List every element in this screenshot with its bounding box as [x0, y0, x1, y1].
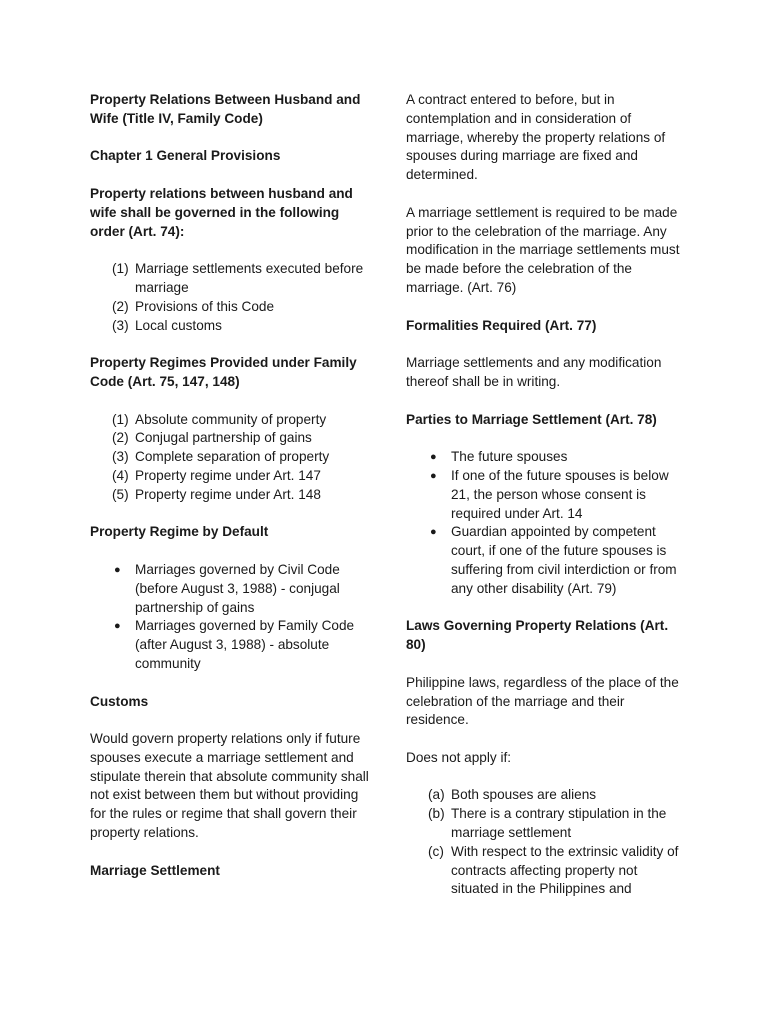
list-item-text: Marriage settlements executed before marriage	[135, 261, 364, 295]
formalities-heading: Formalities Required (Art. 77)	[406, 317, 597, 333]
settlement-requirement: A marriage settlement is required to be made prior to the celebration of the marriage. Any modification in the marriage settlements must be made before the celebration of the marriage. (Art. 76)	[406, 204, 680, 295]
list-marker: (1)	[112, 261, 129, 277]
parties-heading: Parties to Marriage Settlement (Art. 78)	[406, 411, 657, 427]
list-item-text: Marriages governed by Family Code (after August 3, 1988) - absolute community	[135, 618, 355, 671]
list-item-text: With respect to the extrinsic validity of contracts affecting property not situated in the Philippines and	[451, 843, 679, 897]
list-item	[406, 805, 688, 843]
list-item	[90, 429, 370, 448]
order-list	[90, 260, 370, 335]
list-item	[406, 786, 688, 805]
list-item-text: The future spouses	[451, 449, 568, 465]
bullet-marker: ●	[114, 620, 121, 633]
formalities-paragraph: Marriage settlements and any modification thereof shall be in writing.	[406, 355, 662, 389]
list-item-text: Absolute community of property	[135, 411, 327, 427]
list-marker: (1)	[112, 411, 129, 427]
bullet-marker: ●	[430, 451, 437, 464]
list-marker: (2)	[112, 298, 129, 314]
list-item	[406, 523, 688, 598]
list-item	[90, 411, 370, 430]
list-item	[90, 298, 370, 317]
left-column	[90, 91, 370, 899]
list-item-text: Marriages governed by Civil Code (before August 3, 1988) - conjugal partnership of gains	[135, 561, 340, 615]
list-item	[406, 448, 688, 467]
list-marker: (c)	[428, 843, 444, 859]
list-item	[90, 561, 370, 617]
list-marker: (b)	[428, 806, 445, 822]
customs-paragraph: Would govern property relations only if future spouses execute a marriage settlement and stipulate therein that absolute community shall not exist between them but without providing for the rules or regime that shall govern their property relations.	[90, 731, 369, 841]
list-item	[90, 467, 370, 486]
customs-heading: Customs	[90, 693, 149, 709]
list-item-text: Conjugal partnership of gains	[135, 430, 312, 446]
list-item	[90, 486, 370, 505]
list-marker: (a)	[428, 787, 445, 803]
settlement-heading: Marriage Settlement	[90, 862, 220, 878]
list-item	[406, 843, 688, 899]
list-item	[406, 467, 688, 523]
not-apply-list	[406, 786, 688, 899]
order-heading: Property relations between husband and wife shall be governed in the following order (Art. 74):	[90, 185, 353, 239]
settlement-definition: A contract entered to before, but in contemplation and in consideration of marriage, whereby the property relations of spouses during marriage are fixed and determined.	[406, 92, 666, 183]
list-marker: (4)	[112, 467, 129, 483]
list-item-text: Local customs	[135, 317, 222, 333]
list-item-text: Property regime under Art. 147	[135, 467, 321, 483]
list-item-text: Both spouses are aliens	[451, 787, 597, 803]
not-apply-paragraph: Does not apply if:	[406, 749, 512, 765]
list-item-text: Guardian appointed by competent court, if one of the future spouses is suffering from civil interdiction or from any other disability (Art. 79)	[451, 524, 677, 596]
list-marker: (2)	[112, 430, 129, 446]
laws-paragraph: Philippine laws, regardless of the place of the celebration of the marriage and their residence.	[406, 674, 679, 728]
list-item-text: If one of the future spouses is below 21, the person whose consent is required under Art. 14	[451, 467, 669, 521]
document-title: Property Relations Between Husband and Wife (Title IV, Family Code)	[90, 92, 361, 126]
bullet-marker: ●	[430, 469, 437, 482]
list-marker: (3)	[112, 317, 129, 333]
regimes-list	[90, 411, 370, 505]
bullet-marker: ●	[114, 563, 121, 576]
right-column	[406, 91, 688, 918]
list-item	[90, 260, 370, 298]
default-list	[90, 561, 370, 674]
list-item	[90, 317, 370, 336]
parties-list	[406, 448, 688, 598]
bullet-marker: ●	[430, 526, 437, 539]
list-item-text: Property regime under Art. 148	[135, 486, 321, 502]
list-item	[90, 448, 370, 467]
list-item-text: Complete separation of property	[135, 449, 330, 465]
list-marker: (5)	[112, 486, 129, 502]
list-item-text: Provisions of this Code	[135, 298, 275, 314]
list-item	[90, 617, 370, 673]
default-heading: Property Regime by Default	[90, 524, 269, 540]
regimes-heading: Property Regimes Provided under Family Code (Art. 75, 147, 148)	[90, 355, 357, 389]
list-item-text: There is a contrary stipulation in the marriage settlement	[451, 806, 667, 841]
chapter-heading: Chapter 1 General Provisions	[90, 148, 281, 164]
laws-heading: Laws Governing Property Relations (Art. 80)	[406, 618, 669, 653]
list-marker: (3)	[112, 449, 129, 465]
